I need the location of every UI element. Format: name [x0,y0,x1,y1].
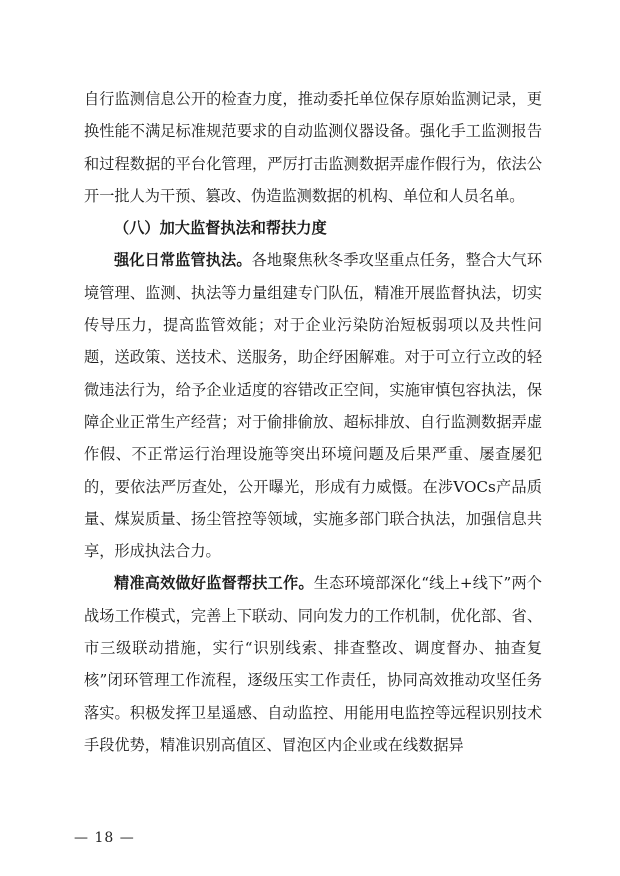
paragraph-assistance [84,567,542,761]
paragraph-lead: 精准高效做好监督帮扶工作。 [114,574,314,593]
page-number: — 18 — [74,830,135,846]
document-body [84,83,542,761]
paragraph-continued: 自行监测信息公开的检查力度，推动委托单位保存原始监测记录，更换性能不满足标准规范要求的自动监测仪器设备。强化手工监测报告和过程数据的平台化管理，严厉打击监测数据弄虚作假行为，依法公开一批人为干预、篡改、伪造监测数据的机构、单位和人员名单。 [84,90,542,205]
paragraph-lead: 强化日常监管执法。 [114,251,252,270]
section-heading: （八）加大监督执法和帮扶力度 [114,219,327,238]
paragraph-text: 生态环境部深化“线上+线下”两个战场工作模式，完善上下联动、同向发力的工作机制，优化部、省、市三级联动措施，实行“识别线索、排查整改、调度督办、抽查复核”闭环管理工作流程，逐级压实工作责任，协同高效推动攻坚任务落实。积极发挥卫星遥感、自动监控、用能用电监控等远程识别技术手段优势，精准识别高值区、冒泡区内企业或在线数据异 [84,574,542,754]
paragraph-enforcement [84,244,542,567]
paragraph-text: 各地聚焦秋冬季攻坚重点任务，整合大气环境管理、监测、执法等力量组建专门队伍，精准开展监督执法，切实传导压力，提高监管效能；对于企业污染防治短板弱项以及共性问题，送政策、送技术、送服务，助企纾困解难。对于可立行立改的轻微违法行为，给予企业适度的容错改正空间，实施审慎包容执法，保障企业正常生产经营；对于偷排偷放、超标排放、自行监测数据弄虚作假、不正常运行治理设施等突出环境问题及后果严重、屡查屡犯的，要依法严厉查处，公开曝光，形成有力威慑。在涉VOCs产品质量、煤炭质量、扬尘管控等领域，实施多部门联合执法，加强信息共享，形成执法合力。 [84,251,543,561]
